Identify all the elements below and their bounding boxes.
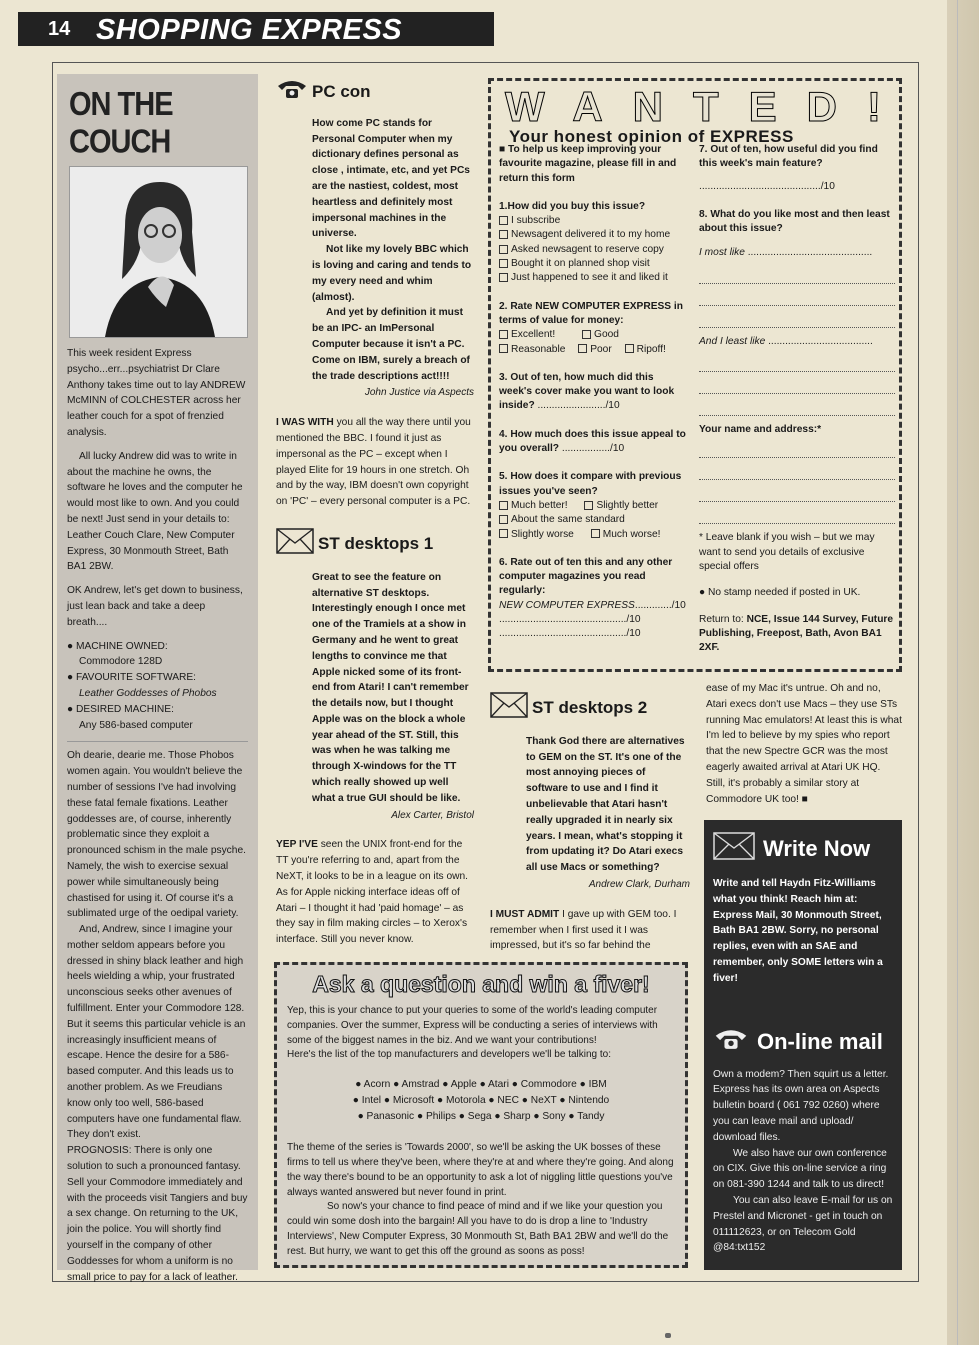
q2-options-row-1 xyxy=(499,328,689,342)
couch-analysis-2: And, Andrew, since I imagine your mother seldom appears before you dressed in shiny black leather and high heels wielding a whip, your frustrated unconscious seeks other avenues of fulfillment. Enter your Commodore 128. But it seems this particular vehicle is an increasingly insufficient means of escape. Hence the desire for a 586-based computer. And this leads us to another problem. As we Freudians know only too well, 586-based computers have one fundamental flaw. They don't exist. xyxy=(67,924,246,1141)
out-of-ten: /10 xyxy=(671,599,686,611)
q4-blank[interactable]: ................./10 xyxy=(561,443,625,455)
q5-option-label: Much worse! xyxy=(602,528,661,540)
pc-con-title: PC con xyxy=(312,81,371,101)
out-of-ten: /10 xyxy=(605,400,620,412)
st2-letter: Thank God there are alternatives to GEM on the ST. It's one of the most annoying pieces of software to use and I find it unbelievable that Atari hasn't really upgraded it in nearly six years. I mean, what's stopping it from updating it? Do Atari execs all use Macs or something? xyxy=(526,735,685,874)
page-number: 14 xyxy=(48,18,71,40)
question-7: 7. Out of ten, how useful did you find this week's main feature? xyxy=(699,144,878,170)
checkbox[interactable] xyxy=(582,330,591,339)
q5-option-label: About the same standard xyxy=(511,514,625,526)
favourite-software-value: Leather Goddesses of Phobos xyxy=(79,687,217,699)
answer-line[interactable] xyxy=(699,357,895,372)
company-list xyxy=(287,1077,675,1125)
page-edge xyxy=(947,0,979,1345)
most-like-line[interactable]: I most like ............................................ xyxy=(699,247,873,259)
q1-option[interactable] xyxy=(499,243,689,257)
ask-paragraph-4: So now's your chance to find peace of mind and if we like your question you could win some dosh into the bargain! All you have to do is drop a line to 'Industry Interviews', New Computer Express, 30 Monmouth St, Bath BA1 2BW and we'll do the rest. But hurry, we want to get this off the ground as soons as poss! xyxy=(287,1201,669,1257)
pc-con-signature: John Justice via Aspects xyxy=(364,387,474,399)
company-list-line-3: ● Panasonic ● Philips ● Sega ● Sharp ● Sony ● Tandy xyxy=(357,1111,605,1123)
q4-text: 4. How much does this issue appeal to you overall? xyxy=(499,428,686,455)
checkbox[interactable] xyxy=(499,259,508,268)
st1-reply-lead: YEP I'VE xyxy=(276,839,318,851)
q6-line-3[interactable]: ............................................./10 xyxy=(499,628,641,640)
machine-owned-label: ● MACHINE OWNED: xyxy=(67,640,168,652)
st1-title: ST desktops 1 xyxy=(318,533,434,553)
st2-reply-text: I gave up with GEM too. I remember when I first used it I was impressed, but it's so far behind the xyxy=(490,908,677,952)
telephone-icon xyxy=(276,78,308,106)
st1-heading xyxy=(276,528,474,560)
company-list-line-2: ● Intel ● Microsoft ● Motorola ● NEC ● NeXT ● Nintendo xyxy=(352,1095,610,1107)
pc-con-letter-2: Not like my lovely BBC which is loving and caring and tends to my every need and whim (almost). xyxy=(312,244,472,303)
survey-intro: ■ To help us keep improving your favourite magazine, please fill in and return this form xyxy=(499,144,677,184)
q2-option[interactable] xyxy=(578,344,612,355)
write-now-heading xyxy=(713,832,893,866)
q5-option[interactable] xyxy=(499,500,568,511)
telephone-icon xyxy=(713,1027,749,1057)
section-title: SHOPPING EXPRESS xyxy=(96,14,403,46)
address-line[interactable] xyxy=(699,443,895,458)
q5-option[interactable] xyxy=(591,529,661,540)
q5-option-label: Slightly worse xyxy=(511,528,574,540)
checkbox[interactable] xyxy=(499,515,508,524)
checkbox[interactable] xyxy=(499,245,508,254)
ask-paragraph-3: The theme of the series is 'Towards 2000', so we'll be asking the UK bosses of these firms to tell us where they've been, where they're at and where they're going. And along the way there's bound to be an opportunity to ask a lot of niggling little questions you've always wanted answered but never found in print. xyxy=(287,1142,674,1198)
write-now-text: Write and tell Haydn Fitz-Williams what you think! Reach him at: Express Mail, 30 Monmouth Street, Bath BA1 2BW. Sorry, no personal replies, even with an SAE and remember, only SOME letters win a fiver! xyxy=(713,878,883,984)
q2-option-label: Ripoff! xyxy=(636,343,666,355)
pc-con-reply-text: you all the way there until you mentioned the BBC. I found it just as impersonal as the PC – except when I played Elite for 19 hours in one stretch. Oh and by the way, IBM doesn't own copyright on 'PC' – every personal computer is a PC. xyxy=(276,417,471,508)
q1-option-label: I subscribe xyxy=(511,215,561,227)
couch-prognosis: PROGNOSIS: There is only one solution to such a pronounced fantasy. Sell your Commodore immediately and with the proceeds visit Tangiers and buy a sex change. On returning to the UK, join the police. You will shortly find yourself in the company of other Goddesses for whom a uniform is no small price to pay for a lack of leather. xyxy=(67,1145,248,1283)
couch-lead: OK Andrew, let's get down to business, just lean back and take a deep breath.... xyxy=(67,585,243,628)
address-line[interactable] xyxy=(699,487,895,502)
question-1: 1.How did you buy this issue? xyxy=(499,200,646,212)
address-line[interactable] xyxy=(699,465,895,480)
st1-letter: Great to see the feature on alternative ST desktops. Interestingly enough I once met one of the Tramiels at a show in Germany and he went to great lengths to convince me that Apple nicked some of its front-end from Atari! I can't remember the details now, but I thought Apple was on the block a whole year ahead of the ST. Still, this was when he was talking me through X-windows for the TT which really showed up well what a true GUI should be like. xyxy=(312,571,469,804)
out-of-ten: /10 xyxy=(609,443,625,455)
question-2: 2. Rate NEW COMPUTER EXPRESS in terms of value for money: xyxy=(499,300,683,326)
q5-options-row-3 xyxy=(499,528,689,542)
name-address-label: Your name and address:* xyxy=(699,424,822,436)
pc-con-letter-1: How come PC stands for Personal Computer when my dictionary defines personal as close , intimate, etc, and yet PCs are the nastiest, coldest, most heartless and definitely most impersonal machines in the universe. xyxy=(312,117,470,240)
answer-line[interactable] xyxy=(699,291,895,306)
couch-analysis-1: Oh dearie, dearie me. Those Phobos women again. You wouldn't believe the number of sessions I've had involving these fatal female fixations. Leather goddesses are, of course, inherently problematic since they exploit a pronounced schism in the male psyche. Namely, the wish to exercise sexual power while simultaneously being chastised for using it. Of course it's a sublimated urge of the oedipal variety. xyxy=(67,741,248,922)
q6-line-2[interactable]: ............................................./10 xyxy=(499,614,641,626)
desired-machine-value: Any 586-based computer xyxy=(79,719,193,731)
q1-option-label: Newsagent delivered it to my home xyxy=(511,229,671,241)
question-3 xyxy=(499,371,689,414)
online-paragraph-2: We also have our own conference on CIX. Give this on-line service a ring on 081-390 1244 and talk to us direct! xyxy=(713,1147,887,1191)
q2-option[interactable] xyxy=(499,329,555,340)
pc-con-letter-3: And yet by definition it must be an IPC- an ImPersonal Computer because it isn't a PC. Come on IBM, surely a breach of the trade descriptions act!!!! xyxy=(312,307,470,382)
q2-option[interactable] xyxy=(499,344,565,355)
return-label: Return to: xyxy=(699,613,744,625)
answer-line[interactable] xyxy=(699,401,895,416)
least-like-label: And I least like xyxy=(699,335,766,347)
page-header xyxy=(18,12,494,46)
print-mark xyxy=(665,1333,671,1338)
checkbox[interactable] xyxy=(499,344,508,353)
q1-option[interactable] xyxy=(499,214,689,228)
q2-option-label: Good xyxy=(594,329,619,341)
return-address-text: NCE, Issue 144 Survey, Future Publishing, Freepost, Bath, Avon BA1 2XF. xyxy=(699,613,894,654)
address-line[interactable] xyxy=(699,509,895,524)
q1-option[interactable] xyxy=(499,228,689,242)
envelope-icon xyxy=(276,528,314,560)
wanted-title: WANTED! xyxy=(505,83,911,130)
envelope-icon xyxy=(713,832,755,866)
q2-options-row-2 xyxy=(499,343,689,357)
pc-con-heading xyxy=(276,78,474,106)
letters-column-1 xyxy=(276,78,474,962)
psychiatrist-photo xyxy=(69,166,248,338)
survey-right-column xyxy=(699,143,895,655)
st2-reply xyxy=(490,907,690,954)
ask-title: Ask a question and win a fiver! xyxy=(312,971,650,997)
question-8: 8. What do you like most and then least about this issue? xyxy=(699,208,890,235)
online-paragraph-3: You can also leave E-mail for us on Prestel and Micronet - get in touch on 011112623, or on Telecom Gold @84:txt152 xyxy=(713,1194,893,1254)
checkbox[interactable] xyxy=(499,330,508,339)
q2-option-label: Reasonable xyxy=(511,343,566,355)
q3-text: 3. Out of ten, how much did this week's cover make you want to look inside? xyxy=(499,371,675,412)
ask-a-question-box xyxy=(274,962,688,1268)
most-like-label: I most like xyxy=(699,247,745,259)
q5-option-label: Much better! xyxy=(511,499,568,511)
survey-form xyxy=(488,78,911,672)
letters-column-2 xyxy=(490,692,690,954)
st2-heading xyxy=(490,692,690,724)
checkbox[interactable] xyxy=(499,501,508,510)
q6-magazine-name: NEW COMPUTER EXPRESS xyxy=(499,599,635,611)
checkbox[interactable] xyxy=(591,529,600,538)
desired-machine-label: ● DESIRED MACHINE: xyxy=(67,703,174,715)
favourite-software-label: ● FAVOURITE SOFTWARE: xyxy=(67,672,196,684)
couch-intro: This week resident Express psycho...err...psychiatrist Dr Clare Anthony takes time out to lay ANDREW McMINN of COLCHESTER across her leather couch for a spot of frenzied analysis. xyxy=(67,348,246,438)
q5-option[interactable] xyxy=(584,500,658,511)
online-mail-heading xyxy=(713,1027,893,1057)
pc-con-reply xyxy=(276,415,474,510)
question-4 xyxy=(499,428,689,457)
wanted-subtitle: Your honest opinion of EXPRESS xyxy=(509,127,794,146)
question-6: 6. Rate out of ten this and any other computer magazines you read regularly: xyxy=(499,556,673,597)
checkbox[interactable] xyxy=(584,501,593,510)
q5-options-row-1 xyxy=(499,499,689,513)
answer-line[interactable] xyxy=(699,269,895,284)
binding-edge xyxy=(950,0,958,1345)
st2-reply-lead: I MUST ADMIT xyxy=(490,908,560,920)
st2-reply-continued: ease of my Mac it's untrue. Oh and no, Atari execs don't use Macs – they use STs running Mac emulators! At least this is what I'm led to believe by my spies who report that the new Spectre GCR was the most eagerly awaited arrival at Atari UK HQ. Still, it's probably a similar story at Commodore UK too! ■ xyxy=(706,683,902,805)
survey-left-column xyxy=(499,143,689,642)
write-now-title: Write Now xyxy=(763,836,871,861)
answer-line[interactable] xyxy=(699,313,895,328)
q1-option[interactable] xyxy=(499,271,689,285)
q2-option[interactable] xyxy=(582,329,619,340)
q7-blank[interactable]: .........................................../10 xyxy=(699,180,835,192)
return-address xyxy=(699,613,895,656)
online-mail-section xyxy=(713,1027,893,1257)
st2-signature: Andrew Clark, Durham xyxy=(588,878,690,890)
checkbox[interactable] xyxy=(625,344,634,353)
ask-paragraph-2: Here's the list of the top manufacturers and developers we'll be talking to: xyxy=(287,1049,611,1061)
checkbox[interactable] xyxy=(499,216,508,225)
answer-line[interactable] xyxy=(699,379,895,394)
st1-reply-text: seen the UNIX front-end for the TT you're referring to and, apart from the NeXT, it looks to be in a league on its own. As for Apple nicking interface ideas off of Atari – I thought it had 'paid homage' – as they say in film making circles – to Xerox's interface. Still you never know. xyxy=(276,839,468,946)
st1-signature: Alex Carter, Bristol xyxy=(391,809,474,821)
q1-option-label: Bought it on planned shop visit xyxy=(511,258,650,270)
least-like-line[interactable]: And I least like ..................................... xyxy=(699,335,873,347)
checkbox[interactable] xyxy=(578,344,587,353)
no-stamp-note: ● No stamp needed if posted in UK. xyxy=(699,587,861,599)
pc-con-reply-lead: I WAS WITH xyxy=(276,417,334,429)
q2-option-label: Poor xyxy=(590,343,612,355)
q5-option[interactable] xyxy=(499,513,689,527)
footnote: * Leave blank if you wish – but we may want to send you details of exclusive special offers xyxy=(699,532,875,572)
on-the-couch-column xyxy=(57,74,258,1283)
checkbox[interactable] xyxy=(499,529,508,538)
company-list-line-1: ● Acorn ● Amstrad ● Apple ● Atari ● Commodore ● IBM xyxy=(355,1079,607,1091)
q5-option-label: Slightly better xyxy=(596,499,659,511)
ask-paragraph-1: Yep, this is your chance to put your queries to some of the world's leading computer companies. Over the summer, Express will be conducting a series of interviews with some of the biggest names in the biz. And we want your contributions! xyxy=(287,1005,658,1046)
online-paragraph-1: Own a modem? Then squirt us a letter. Express has its own area on Aspects bulletin board ( 061 792 0260) where you can leave mail and upload/ download files. xyxy=(713,1068,889,1143)
envelope-icon xyxy=(490,692,528,724)
q1-option-label: Just happened to see it and liked it xyxy=(511,272,668,284)
q1-option-label: Asked newsagent to reserve copy xyxy=(511,243,664,255)
q3-blank[interactable]: ......................../10 xyxy=(537,400,620,412)
q1-option[interactable] xyxy=(499,257,689,271)
machine-owned-value: Commodore 128D xyxy=(79,656,163,668)
q5-option[interactable] xyxy=(499,529,574,540)
couch-intro-2: All lucky Andrew did was to write in about the machine he owns, the software he loves and the computer he would most like to own. And you could be next! Just send in your details to: Leather Couch Clare, New Computer Express, 30 Monmouth Street, Bath BA1 2BW. xyxy=(67,450,243,573)
checkbox[interactable] xyxy=(499,273,508,282)
st2-title: ST desktops 2 xyxy=(532,697,648,717)
out-of-ten: /10 xyxy=(626,628,641,640)
st1-reply xyxy=(276,837,474,948)
out-of-ten: /10 xyxy=(820,180,835,192)
q2-option-label: Excellent! xyxy=(511,329,556,341)
write-now-box xyxy=(704,820,902,1270)
couch-title: ON THE COUCH xyxy=(69,86,173,161)
question-5: 5. How does it compare with previous issues you've seen? xyxy=(499,471,682,497)
q2-option[interactable] xyxy=(625,344,666,355)
checkbox[interactable] xyxy=(499,230,508,239)
q6-line-1[interactable]: NEW COMPUTER EXPRESS............./10 xyxy=(499,599,686,611)
out-of-ten: /10 xyxy=(626,614,641,626)
online-mail-title: On-line mail xyxy=(757,1028,883,1054)
